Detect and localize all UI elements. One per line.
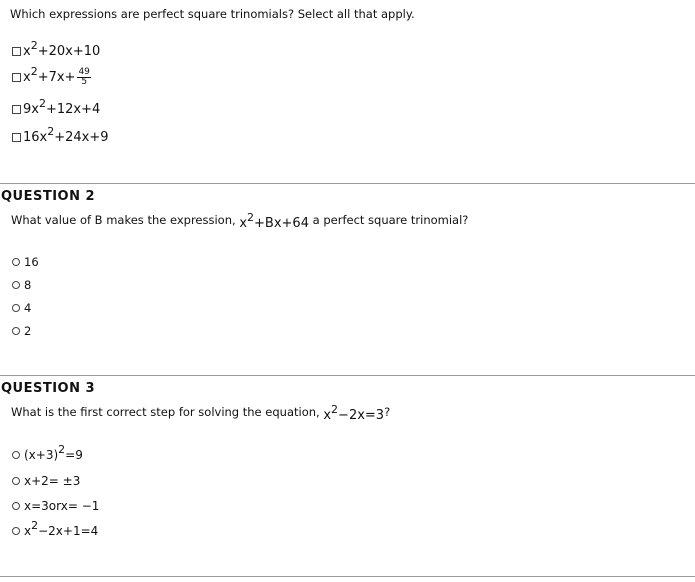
q1-option-2[interactable] — [12, 65, 91, 87]
option-expression: $x^2+7x+$ $\frac{49}{5}$ — [23, 65, 90, 87]
radio-button[interactable] — [12, 451, 20, 459]
option-expression: $16x^2+24x+9$ — [23, 125, 109, 145]
radio-button[interactable] — [12, 502, 20, 510]
option-expression: $x^2+20x+10$ — [23, 39, 101, 59]
q2-option-1[interactable] — [12, 255, 39, 269]
option-expression: $x^2-2x+1=4$ — [24, 519, 99, 538]
radio-button[interactable] — [12, 527, 20, 535]
radio-button[interactable] — [12, 258, 20, 266]
q2-option-4[interactable] — [12, 324, 31, 338]
option-label: 4 — [24, 301, 32, 315]
q2-prompt: What value of B makes the expression, $x^2+Bx+64$ a perfect square trinomial? — [11, 211, 469, 231]
option-label: 16 — [24, 255, 39, 269]
radio-button[interactable] — [12, 281, 20, 289]
checkbox[interactable] — [12, 133, 21, 142]
option-expression: x=3orx= −1 — [24, 499, 100, 513]
option-expression: $9x^2+12x+4$ — [23, 97, 101, 117]
option-expression: $(x+3)^2=9$ — [24, 443, 83, 462]
option-expression: x+2= ±3 — [24, 474, 81, 488]
checkbox[interactable] — [12, 47, 21, 56]
q1-option-3[interactable] — [12, 97, 101, 117]
radio-button[interactable] — [12, 304, 20, 312]
radio-button[interactable] — [12, 327, 20, 335]
option-label: 2 — [24, 324, 32, 338]
divider — [0, 576, 695, 577]
q2-expression: $x^2+Bx+64$ — [239, 211, 309, 231]
divider — [0, 183, 695, 184]
q1-prompt: Which expressions are perfect square trinomials? Select all that apply. — [10, 7, 415, 21]
checkbox[interactable] — [12, 105, 21, 114]
q2-title: QUESTION 2 — [1, 189, 96, 204]
checkbox[interactable] — [12, 73, 21, 82]
q3-option-1[interactable] — [12, 443, 83, 462]
fraction: $\frac{49}{5}$ — [78, 67, 90, 87]
q3-option-4[interactable] — [12, 519, 99, 538]
q1-option-4[interactable] — [12, 125, 109, 145]
option-label: 8 — [24, 278, 32, 292]
q3-option-3[interactable] — [12, 499, 99, 513]
q2-option-2[interactable] — [12, 278, 31, 292]
q3-title: QUESTION 3 — [1, 381, 96, 396]
q1-option-1[interactable] — [12, 39, 101, 59]
radio-button[interactable] — [12, 477, 20, 485]
q3-option-2[interactable] — [12, 474, 80, 488]
q3-prompt: What is the first correct step for solving the equation, $x^2-2x=3$? — [11, 403, 391, 423]
divider — [0, 375, 695, 376]
q3-expression: $x^2-2x=3$ — [323, 403, 385, 423]
q2-option-3[interactable] — [12, 301, 31, 315]
